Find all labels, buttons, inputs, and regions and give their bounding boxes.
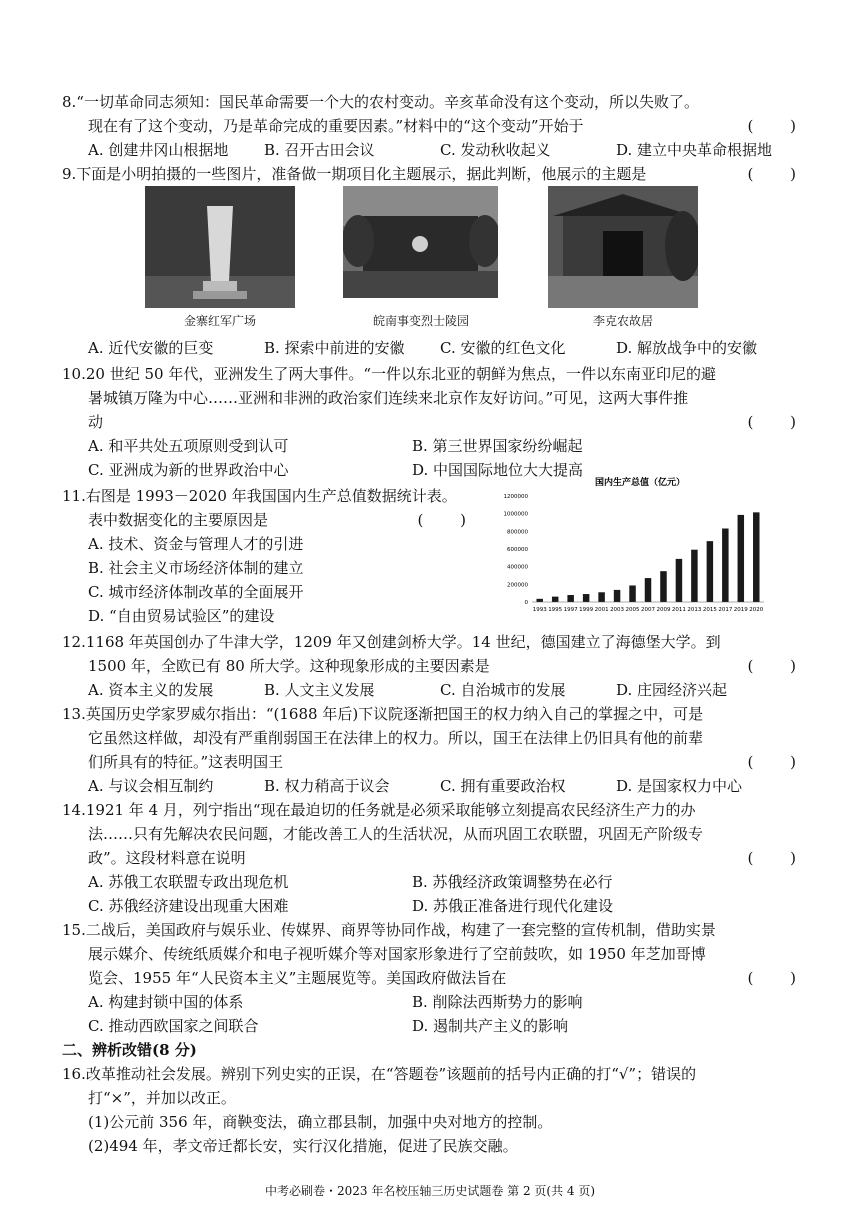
q9-answer-paren: ( ): [747, 165, 812, 183]
x-tick-label: 2001: [594, 607, 609, 613]
section-2-title: 二、辨析改错(8 分): [62, 1041, 197, 1059]
q14-line3-text: 政”。这段材料意在说明: [88, 849, 246, 867]
bar-2001: [598, 592, 604, 602]
x-tick-label: 2019: [733, 607, 748, 613]
q10-option-c: C. 亚洲成为新的世界政治中心: [88, 461, 289, 479]
photo-caption-1: 金寨红军广场: [183, 314, 256, 328]
q10-options-row1: [62, 434, 812, 458]
q15-options-row2: [62, 1014, 812, 1038]
q14-answer-paren: ( ): [747, 849, 812, 867]
question-13: [62, 702, 812, 798]
q10-line3: [62, 410, 812, 434]
question-15: [62, 918, 812, 1038]
q15-option-c: C. 推动西欧国家之间联合: [88, 1017, 259, 1035]
photo-caption-3: 李克农故居: [592, 314, 653, 328]
bar-2005: [629, 585, 635, 602]
bar-2003: [614, 590, 620, 602]
question-12: [62, 630, 812, 702]
q11-line1: 11.右图是 1993－2020 年我国国内生产总值数据统计表。: [62, 487, 457, 505]
q16-line2: 打“×”，并加以改正。: [88, 1089, 236, 1107]
question-11: [62, 484, 482, 628]
question-9: [62, 162, 812, 186]
q8-line1: 8.“一切革命同志须知：国民革命需要一个大的农村变动。辛亥革命没有这个变动，所以失败了。: [62, 93, 699, 111]
y-tick-label: 800000: [507, 529, 528, 536]
q13-answer-paren: ( ): [747, 753, 812, 771]
q10-option-d: D. 中国国际地位大大提高: [412, 461, 584, 479]
y-tick-label: 1200000: [503, 494, 528, 500]
q15-option-b: B. 削除法西斯势力的影响: [412, 993, 583, 1011]
q13-line1: 13.英国历史学家罗威尔指出：“(1688 年后)下议院逐渐把国王的权力纳入自己的掌握之中，可是: [62, 705, 704, 723]
photo-li-kenong-residence: [548, 186, 698, 308]
q8-option-b: B. 召开古田会议: [264, 141, 375, 159]
x-tick-label: 1999: [579, 607, 594, 613]
q12-answer-paren: ( ): [747, 657, 812, 675]
bar-1997: [567, 595, 573, 602]
gdp-chart: [480, 474, 770, 616]
q13-option-c: C. 拥有重要政治权: [440, 777, 566, 795]
q9-options-block: [62, 336, 812, 360]
q10-line2: 暑城镇万隆为中心……亚洲和非洲的政治家们连续来北京作友好访问。”可见，这两大事件推: [88, 389, 689, 407]
q13-options: [62, 774, 812, 798]
photo-wannan-cemetery: [343, 186, 498, 298]
photo-caption-2: 皖南事变烈士陵园: [372, 314, 469, 328]
q13-line3-text: 们所具有的特征。”这表明国王: [88, 753, 284, 771]
q14-line1: 14.1921 年 4 月，列宁指出“现在最迫切的任务就是必须采取能够立刻提高农民经济生产力的办: [62, 801, 696, 819]
q11-option-c: C. 城市经济体制改革的全面展开: [88, 583, 304, 601]
q14-options-row2: [62, 894, 812, 918]
q12-option-a: A. 资本主义的发展: [88, 681, 214, 699]
q12-option-c: C. 自治城市的发展: [440, 681, 566, 699]
q10-option-b: B. 第三世界国家纷纷崛起: [412, 437, 583, 455]
x-tick-label: 1997: [563, 607, 578, 613]
q14-option-d: D. 苏俄正准备进行现代化建设: [412, 897, 614, 915]
x-tick-label: 2009: [656, 607, 671, 613]
x-axis: [532, 602, 764, 613]
q8-options: [62, 138, 812, 162]
bars-group: [536, 512, 759, 602]
q8-line2-text: 现在有了这个变动，乃是革命完成的重要因素。”材料中的“这个变动”开始于: [88, 117, 584, 135]
q15-line1: 15.二战后，美国政府与娱乐业、传媒界、商界等协同作战，构建了一套完整的宣传机制，借助实景: [62, 921, 716, 939]
y-tick-label: 200000: [507, 582, 528, 589]
q10-answer-paren: ( ): [747, 413, 812, 431]
q9-line1: 9.下面是小明拍摄的一些图片，准备做一期项目化主题展示，据此判断，他展示的主题是: [62, 165, 647, 183]
q16-line1: 16.改革推动社会发展。辨别下列史实的正误，在“答题卷”该题前的括号内正确的打“√”；错误的: [62, 1065, 697, 1083]
y-tick-label: 400000: [507, 564, 528, 571]
question-16: [62, 1062, 812, 1158]
q11-option-a: A. 技术、资金与管理人才的引进: [88, 535, 304, 553]
q12-line1: 12.1168 年英国创办了牛津大学，1209 年又创建剑桥大学。14 世纪，德国建立了海德堡大学。到: [62, 633, 721, 651]
bar-2013: [691, 550, 697, 602]
q10-line3-text: 动: [88, 413, 104, 431]
y-axis: [504, 494, 529, 606]
q11-answer-paren: ( ): [417, 511, 482, 529]
chart-title: 国内生产总值（亿元）: [594, 478, 686, 488]
x-tick-label: 2020: [749, 607, 764, 613]
q11-line2-text: 表中数据变化的主要原因是: [88, 511, 269, 529]
q13-option-d: D. 是国家权力中心: [616, 777, 743, 795]
q8-option-d: D. 建立中央革命根据地: [616, 141, 773, 159]
q16-item1: (1)公元前 356 年，商鞅变法，确立郡县制，加强中央对地方的控制。: [88, 1113, 553, 1131]
question-10: [62, 362, 812, 482]
bar-2017: [722, 529, 728, 602]
y-tick-label: 1000000: [503, 511, 528, 518]
q10-line1: 10.20 世纪 50 年代，亚洲发生了两大事件。“一件以东北亚的朝鲜为焦点，一件以东南亚印尼的避: [62, 365, 717, 383]
q12-option-b: B. 人文主义发展: [264, 681, 375, 699]
q12-line2: [62, 654, 812, 678]
q14-option-c: C. 苏俄经济建设出现重大困难: [88, 897, 289, 915]
q15-line3: [62, 966, 812, 990]
q13-line2: 它虽然这样做，却没有严重削弱国王在法律上的权力。所以，国王在法律上仍旧具有他的前辈: [88, 729, 704, 747]
q12-options: [62, 678, 812, 702]
question-14: [62, 798, 812, 918]
bar-2019: [738, 515, 744, 602]
x-tick-label: 1993: [532, 607, 547, 613]
page-footer: 中考必刷卷・2023 年名校压轴三历史试题卷 第 2 页(共 4 页): [264, 1184, 596, 1198]
q15-line3-text: 览会、1955 年“人民资本主义”主题展览等。美国政府做法旨在: [88, 969, 507, 987]
q9-option-c: C. 安徽的红色文化: [440, 339, 566, 357]
q13-line3: [62, 750, 812, 774]
bar-2020: [753, 512, 759, 602]
q11-option-d: D. “自由贸易试验区”的建设: [88, 607, 275, 625]
q15-line2: 展示媒介、传统纸质媒介和电子视听媒介等对国家形象进行了空前鼓吹，如 1950 年芝加哥博: [88, 945, 706, 963]
x-tick-label: 2013: [687, 607, 702, 613]
x-tick-label: 2007: [641, 607, 655, 613]
q15-options-row1: [62, 990, 812, 1014]
q14-option-a: A. 苏俄工农联盟专政出现危机: [88, 873, 289, 891]
q14-option-b: B. 苏俄经济政策调整势在必行: [412, 873, 613, 891]
y-tick-label: 600000: [507, 547, 528, 553]
x-tick-label: 2015: [702, 607, 717, 613]
q11-option-b: B. 社会主义市场经济体制的建立: [88, 559, 304, 577]
q16-item2: (2)494 年，孝文帝迁都长安，实行汉化措施，促进了民族交融。: [88, 1137, 518, 1155]
bar-2015: [707, 541, 713, 602]
q13-option-a: A. 与议会相互制约: [88, 777, 214, 795]
q9-option-a: A. 近代安徽的巨变: [88, 339, 214, 357]
bar-2011: [676, 559, 682, 602]
photo-jinzhai-square: [145, 186, 295, 308]
bar-2007: [645, 578, 651, 602]
bar-1995: [552, 597, 558, 602]
q9-line1-row: [62, 162, 812, 186]
q12-line2-text: 1500 年，全欧已有 80 所大学。这种现象形成的主要因素是: [88, 657, 490, 675]
q10-option-a: A. 和平共处五项原则受到认可: [88, 437, 289, 455]
q13-option-b: B. 权力稍高于议会: [264, 777, 390, 795]
x-tick-label: 1995: [548, 607, 563, 613]
q14-line3: [62, 846, 812, 870]
q9-option-b: B. 探索中前进的安徽: [264, 339, 405, 357]
q15-answer-paren: ( ): [747, 969, 812, 987]
x-tick-label: 2005: [625, 607, 640, 613]
question-8: [62, 90, 812, 162]
x-tick-label: 2017: [718, 607, 733, 613]
bar-2009: [660, 571, 666, 602]
x-tick-label: 2003: [610, 607, 625, 613]
y-tick-label: 0: [524, 600, 528, 606]
q14-options-row1: [62, 870, 812, 894]
bar-1993: [536, 599, 542, 602]
q12-option-d: D. 庄园经济兴起: [616, 681, 728, 699]
x-tick-label: 2011: [671, 607, 686, 613]
q8-option-c: C. 发动秋收起义: [440, 141, 551, 159]
bar-1999: [583, 594, 589, 602]
q15-option-a: A. 构建封锁中国的体系: [88, 993, 244, 1011]
q11-line2: [62, 508, 482, 532]
q9-option-d: D. 解放战争中的安徽: [616, 339, 758, 357]
q15-option-d: D. 遏制共产主义的影响: [412, 1017, 569, 1035]
q9-options: [62, 336, 812, 360]
q8-option-a: A. 创建井冈山根据地: [88, 141, 229, 159]
q8-line2: [62, 114, 812, 138]
q14-line2: 法……只有先解决农民问题，才能改善工人的生活状况，从而巩固工农联盟，巩固无产阶级专: [88, 825, 704, 843]
q8-answer-paren: ( ): [747, 117, 812, 135]
